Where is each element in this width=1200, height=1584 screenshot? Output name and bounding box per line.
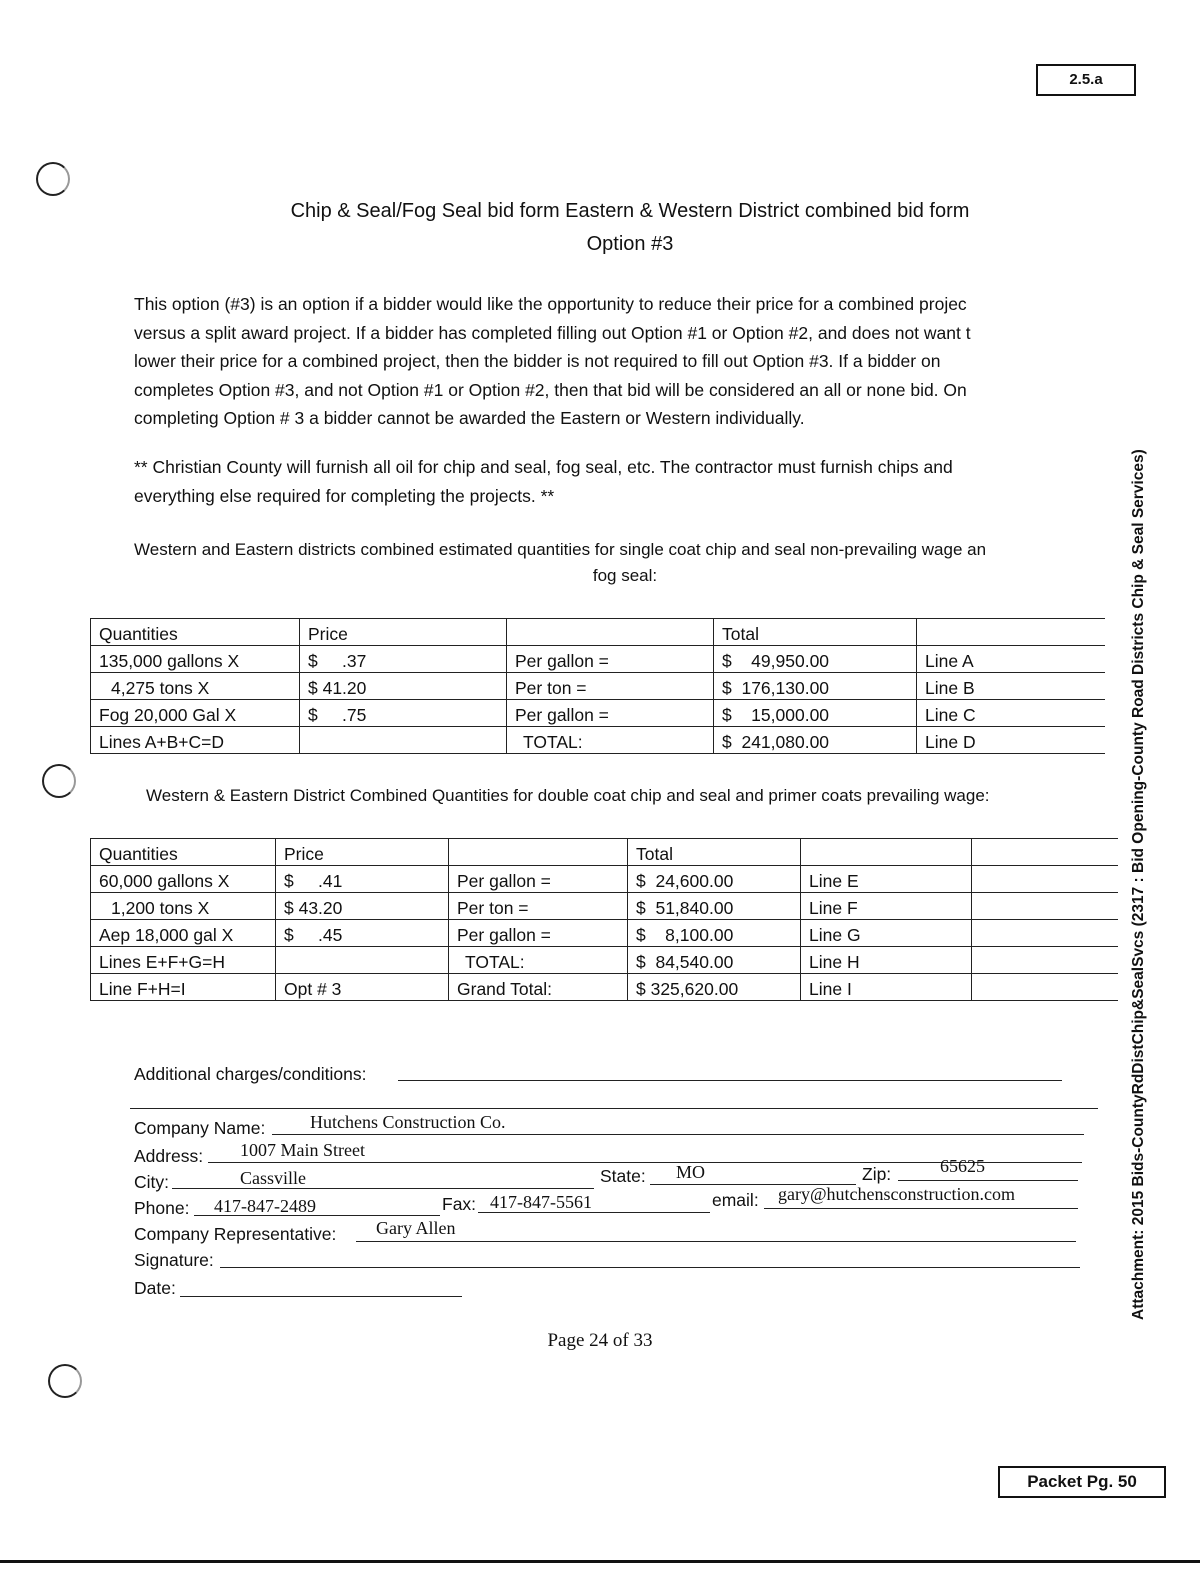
cell: $ 49,950.00 bbox=[714, 646, 917, 673]
col-quantities: Quantities bbox=[91, 839, 276, 866]
cell: Line E bbox=[801, 866, 972, 893]
phone-field[interactable] bbox=[194, 1215, 440, 1216]
punch-hole-bottom bbox=[48, 1364, 82, 1398]
packet-page-box: Packet Pg. 50 bbox=[998, 1466, 1166, 1498]
cell: Lines E+F+G=H bbox=[91, 947, 276, 974]
signature-label: Signature: bbox=[134, 1250, 214, 1270]
table-row bbox=[91, 700, 1106, 727]
company-name-field[interactable] bbox=[272, 1134, 1084, 1135]
county-note bbox=[134, 453, 1114, 510]
double-coat-table bbox=[90, 838, 1118, 1001]
representative-label: Company Representative: bbox=[134, 1224, 337, 1244]
email-value[interactable]: gary@hutchensconstruction.com bbox=[778, 1184, 1016, 1204]
cell: Line C bbox=[917, 700, 1106, 727]
cell: Per gallon = bbox=[449, 920, 628, 947]
table-header-row bbox=[91, 839, 1119, 866]
intro-line: This option (#3) is an option if a bidder would like the opportunity to reduce their price for a combined projec bbox=[134, 294, 967, 314]
city-value[interactable]: Cassville bbox=[240, 1168, 306, 1188]
additional-charges-label: Additional charges/conditions: bbox=[134, 1064, 367, 1084]
cell: Line F bbox=[801, 893, 972, 920]
table-row bbox=[91, 920, 1119, 947]
cell: Opt # 3 bbox=[276, 974, 449, 1001]
company-name-label: Company Name: bbox=[134, 1118, 266, 1138]
cell: Line F+H=I bbox=[91, 974, 276, 1001]
additional-charges-field[interactable] bbox=[398, 1080, 1062, 1081]
col-quantities: Quantities bbox=[91, 619, 300, 646]
table1-heading-cont: fog seal: bbox=[592, 566, 658, 585]
cell: $ 41.20 bbox=[300, 673, 507, 700]
note-line: everything else required for completing the projects. ** bbox=[134, 485, 555, 506]
table-row bbox=[91, 866, 1119, 893]
table1-heading: Western and Eastern districts combined estimated quantities for single coat chip and seal non-prevailing wage an bbox=[134, 540, 987, 559]
intro-line: versus a split award project. If a bidder has completed filling out Option #1 or Option #2, and does not want t bbox=[134, 322, 971, 343]
col-total: Total bbox=[628, 839, 801, 866]
table-row bbox=[91, 646, 1106, 673]
date-row bbox=[134, 1278, 176, 1299]
city-field[interactable] bbox=[172, 1188, 594, 1189]
zip-field[interactable] bbox=[898, 1180, 1078, 1181]
cell: $ 325,620.00 bbox=[628, 974, 801, 1001]
cell: Per ton = bbox=[449, 893, 628, 920]
cell: Aep 18,000 gal X bbox=[91, 920, 276, 947]
cell bbox=[972, 947, 1119, 974]
cell: 1,200 tons X bbox=[91, 893, 276, 920]
cell bbox=[972, 866, 1119, 893]
additional-charges-field-line2[interactable] bbox=[130, 1108, 1098, 1109]
additional-charges-row bbox=[134, 1064, 367, 1085]
cell: Fog 20,000 Gal X bbox=[91, 700, 300, 727]
cell: $ .37 bbox=[300, 646, 507, 673]
email-label: email: bbox=[712, 1190, 759, 1210]
col-line bbox=[801, 839, 972, 866]
date-label: Date: bbox=[134, 1278, 176, 1298]
attachment-side-label: Attachment: 2015 Bids-CountyRdDistChip&SealSvcs (2317 : Bid Opening-County Road Districts Chip & Seal Services) bbox=[1130, 449, 1147, 1320]
single-coat-table bbox=[90, 618, 1105, 754]
cell bbox=[276, 947, 449, 974]
representative-field[interactable] bbox=[356, 1241, 1076, 1242]
state-label: State: bbox=[600, 1166, 646, 1186]
cell bbox=[972, 893, 1119, 920]
attachment-tag: 2.5.a bbox=[1036, 64, 1136, 96]
cell: 60,000 gallons X bbox=[91, 866, 276, 893]
cell: $ .45 bbox=[276, 920, 449, 947]
note-line: ** Christian County will furnish all oil for chip and seal, fog seal, etc. The contractor must furnish chips and bbox=[134, 457, 953, 477]
cell: $ 84,540.00 bbox=[628, 947, 801, 974]
phone-label: Phone: bbox=[134, 1198, 190, 1218]
zip-label: Zip: bbox=[862, 1164, 892, 1184]
form-title: Chip & Seal/Fog Seal bid form Eastern & Western District combined bid form bbox=[290, 200, 970, 222]
cell: TOTAL: bbox=[449, 947, 628, 974]
cell: $ 51,840.00 bbox=[628, 893, 801, 920]
punch-hole-middle bbox=[42, 764, 76, 798]
fax-label: Fax: bbox=[442, 1194, 477, 1214]
col-unit bbox=[507, 619, 714, 646]
city-row bbox=[134, 1172, 169, 1193]
col-price: Price bbox=[276, 839, 449, 866]
form-subtitle: Option #3 bbox=[586, 233, 674, 255]
cell: Line D bbox=[917, 727, 1106, 754]
phone-row bbox=[134, 1198, 189, 1219]
cell bbox=[972, 920, 1119, 947]
cell: 135,000 gallons X bbox=[91, 646, 300, 673]
cell: $ .75 bbox=[300, 700, 507, 727]
cell: Lines A+B+C=D bbox=[91, 727, 300, 754]
page-number: Page 24 of 33 bbox=[547, 1330, 653, 1351]
address-row bbox=[134, 1146, 203, 1167]
state-value[interactable]: MO bbox=[676, 1162, 706, 1182]
city-label: City: bbox=[134, 1172, 169, 1192]
signature-field[interactable] bbox=[220, 1267, 1080, 1268]
company-name-row bbox=[134, 1118, 265, 1139]
cell: $ 24,600.00 bbox=[628, 866, 801, 893]
representative-row bbox=[134, 1224, 336, 1245]
email-field[interactable] bbox=[764, 1208, 1078, 1209]
fax-value[interactable]: 417-847-5561 bbox=[490, 1192, 592, 1212]
bottom-rule bbox=[0, 1560, 1200, 1563]
cell: $ 8,100.00 bbox=[628, 920, 801, 947]
punch-hole-top bbox=[36, 162, 70, 196]
cell: $ 43.20 bbox=[276, 893, 449, 920]
table-row bbox=[91, 893, 1119, 920]
cell: Line I bbox=[801, 974, 972, 1001]
table-row bbox=[91, 727, 1106, 754]
col-total: Total bbox=[714, 619, 917, 646]
intro-line: lower their price for a combined project, then the bidder is not required to fill out Option #3. If a bidder on bbox=[134, 351, 941, 371]
cell: TOTAL: bbox=[507, 727, 714, 754]
cell: Per ton = bbox=[507, 673, 714, 700]
company-name-value[interactable]: Hutchens Construction Co. bbox=[310, 1112, 506, 1132]
col-line bbox=[917, 619, 1106, 646]
address-value[interactable]: 1007 Main Street bbox=[240, 1140, 365, 1160]
intro-line: completes Option #3, and not Option #1 or Option #2, then that bid will be considered an all or none bid. On bbox=[134, 379, 967, 400]
cell: Per gallon = bbox=[507, 646, 714, 673]
table-row bbox=[91, 947, 1119, 974]
cell: Line G bbox=[801, 920, 972, 947]
cell: $ 15,000.00 bbox=[714, 700, 917, 727]
intro-paragraph bbox=[134, 290, 1114, 433]
cell: Per gallon = bbox=[449, 866, 628, 893]
col-unit bbox=[449, 839, 628, 866]
intro-line: completing Option # 3 a bidder cannot be awarded the Eastern or Western individually. bbox=[134, 408, 805, 428]
cell: $ 241,080.00 bbox=[714, 727, 917, 754]
cell: Line B bbox=[917, 673, 1106, 700]
table-header-row bbox=[91, 619, 1106, 646]
cell: Line A bbox=[917, 646, 1106, 673]
table2-heading: Western & Eastern District Combined Quantities for double coat chip and seal and primer coats prevailing wage: bbox=[146, 786, 990, 805]
zip-value[interactable]: 65625 bbox=[940, 1156, 985, 1176]
cell: 4,275 tons X bbox=[91, 673, 300, 700]
signature-row bbox=[134, 1250, 214, 1271]
cell: Per gallon = bbox=[507, 700, 714, 727]
cell bbox=[300, 727, 507, 754]
cell: Grand Total: bbox=[449, 974, 628, 1001]
date-field[interactable] bbox=[180, 1296, 462, 1297]
table-row bbox=[91, 974, 1119, 1001]
fax-field[interactable] bbox=[478, 1212, 710, 1213]
cell bbox=[972, 974, 1119, 1001]
col-extra bbox=[972, 839, 1119, 866]
address-label: Address: bbox=[134, 1146, 204, 1166]
phone-value[interactable]: 417-847-2489 bbox=[214, 1196, 316, 1216]
cell: $ .41 bbox=[276, 866, 449, 893]
col-price: Price bbox=[300, 619, 507, 646]
cell: Line H bbox=[801, 947, 972, 974]
table-row bbox=[91, 673, 1106, 700]
cell: $ 176,130.00 bbox=[714, 673, 917, 700]
representative-value[interactable]: Gary Allen bbox=[376, 1218, 456, 1238]
